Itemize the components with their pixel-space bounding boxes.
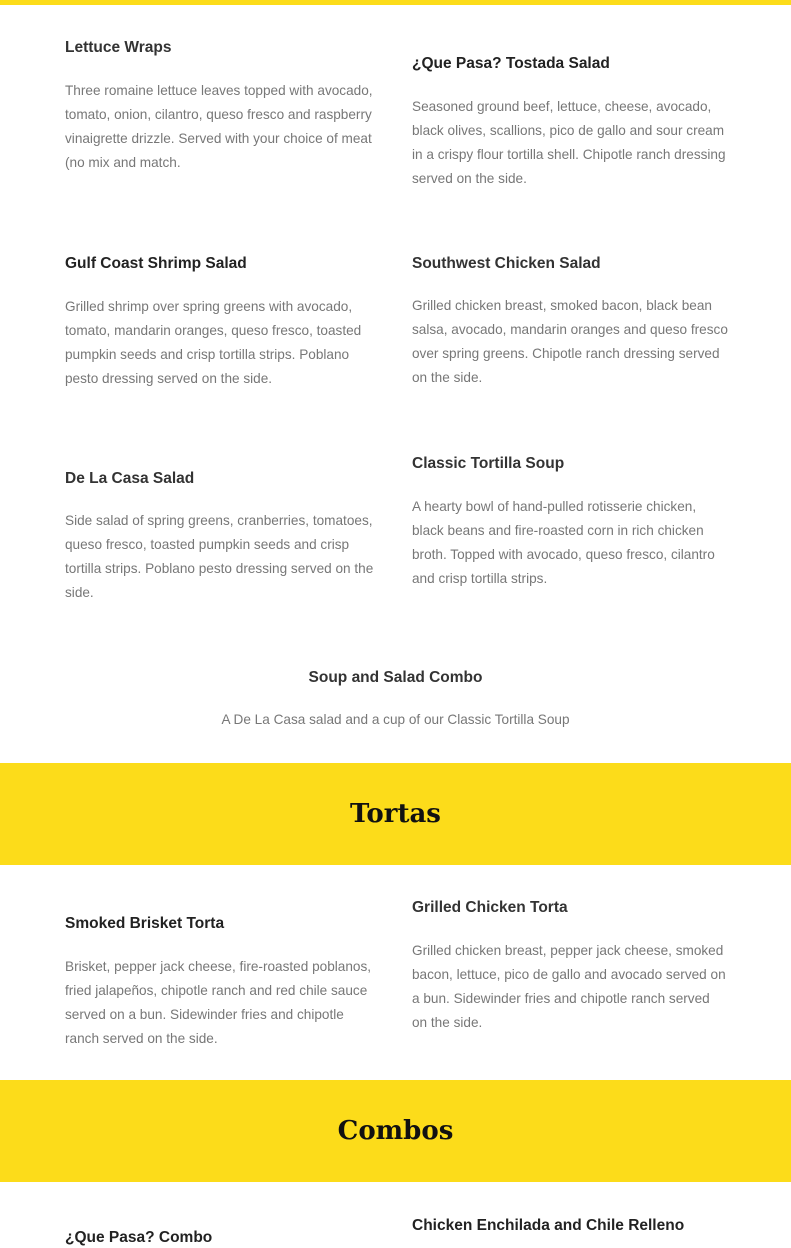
top-accent-bar bbox=[0, 0, 791, 5]
menu-item-gulf-coast-shrimp-salad bbox=[65, 254, 381, 391]
menu-item-lettuce-wraps bbox=[65, 38, 381, 175]
menu-item-grilled-chicken-torta bbox=[412, 898, 728, 1035]
menu-item-title: Gulf Coast Shrimp Salad bbox=[65, 255, 247, 272]
menu-item-description: Side salad of spring greens, cranberries, tomatoes, queso fresco, toasted pumpkin seeds and crisp tortilla strips. Poblano pesto dressing served on the side. bbox=[65, 513, 374, 600]
menu-item-title: Soup and Salad Combo bbox=[308, 669, 483, 686]
menu-item-description: Grilled chicken breast, smoked bacon, black bean salsa, avocado, mandarin oranges and queso fresco over spring greens. Chipotle ranch dressing served on the side. bbox=[412, 298, 728, 385]
section-header-tortas bbox=[0, 763, 791, 865]
menu-item-description: Grilled chicken breast, pepper jack cheese, smoked bacon, lettuce, pico de gallo and avocado served on a bun. Sidewinder fries and chipotle ranch served on the side. bbox=[412, 943, 726, 1030]
menu-item-title: Southwest Chicken Salad bbox=[412, 255, 601, 272]
menu-item-description: Grilled shrimp over spring greens with avocado, tomato, mandarin oranges, queso fresco, toasted pumpkin seeds and crisp tortilla strips. Poblano pesto dressing served on the side. bbox=[65, 299, 362, 386]
menu-item-description: A De La Casa salad and a cup of our Classic Tortilla Soup bbox=[221, 712, 570, 727]
menu-item-southwest-chicken-salad bbox=[412, 254, 728, 390]
menu-item-title: ¿Que Pasa? Tostada Salad bbox=[412, 55, 610, 72]
menu-item-title: Chicken Enchilada and Chile Relleno bbox=[412, 1217, 685, 1234]
menu-item-title: De La Casa Salad bbox=[65, 470, 195, 487]
menu-item-description: Three romaine lettuce leaves topped with avocado, tomato, onion, cilantro, queso fresco and raspberry vinaigrette drizzle. Served with your choice of meat (no mix and match. bbox=[65, 83, 373, 170]
section-title: Combos bbox=[337, 1116, 454, 1146]
section-header-combos bbox=[0, 1080, 791, 1182]
section-title: Tortas bbox=[350, 799, 441, 829]
menu-item-tostada-salad bbox=[412, 54, 728, 191]
menu-item-description: Seasoned ground beef, lettuce, cheese, avocado, black olives, scallions, pico de gallo and sour cream in a crispy flour tortilla shell. Chipotle ranch dressing served on the side. bbox=[412, 99, 726, 186]
menu-item-title: Grilled Chicken Torta bbox=[412, 899, 568, 916]
menu-item-enchilada-chile-relleno bbox=[412, 1216, 752, 1236]
menu-item-title: Lettuce Wraps bbox=[65, 39, 172, 56]
menu-item-smoked-brisket-torta bbox=[65, 914, 381, 1051]
menu-item-que-pasa-combo bbox=[65, 1228, 381, 1248]
menu-item-description: Brisket, pepper jack cheese, fire-roasted poblanos, fried jalapeños, chipotle ranch and red chile sauce served on a bun. Sidewinder fries and chipotle ranch served on the side. bbox=[65, 959, 372, 1046]
menu-item-de-la-casa-salad bbox=[65, 469, 381, 605]
menu-item-soup-and-salad-combo bbox=[0, 668, 791, 732]
menu-item-classic-tortilla-soup bbox=[412, 454, 728, 591]
menu-item-description: A hearty bowl of hand-pulled rotisserie chicken, black beans and fire-roasted corn in rich chicken broth. Topped with avocado, queso fresco, cilantro and crisp tortilla strips. bbox=[412, 499, 715, 586]
menu-item-title: Classic Tortilla Soup bbox=[412, 455, 565, 472]
menu-item-title: Smoked Brisket Torta bbox=[65, 915, 225, 932]
menu-item-title: ¿Que Pasa? Combo bbox=[65, 1229, 213, 1246]
